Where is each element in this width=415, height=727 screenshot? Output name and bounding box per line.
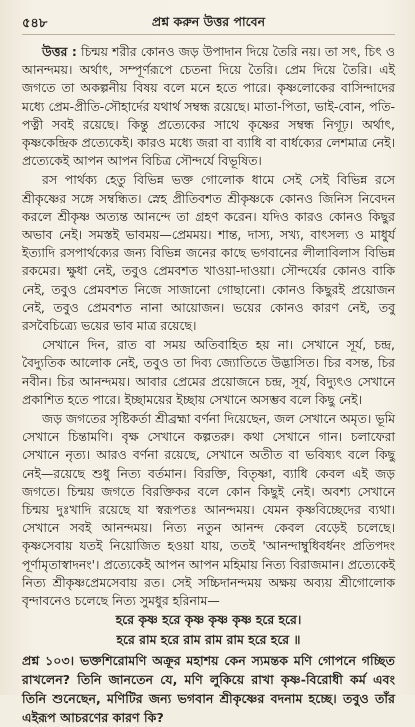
answer-paragraph-4: জড় জগতের সৃষ্টিকর্তা শ্রীব্রহ্মা বর্ণনা দিয়েছেন, জল সেখানে অমৃত। ভূমি সেখানে চিন্তামণি। বৃক্ষ সেখানে কল্পতরু। কথা সেখানে গান। চলাফেরা সেখানে নৃত্য। আরও বর্ণনা রয়েছে, সেখানে অতীত বা ভবিষ্যৎ বলে কিছু নেই—রয়েছে শুধু নিত্য বর্তমান। বিরক্তি, বিতৃষ্ণা, ব্যাধি কেবল এই জড় জগতে। চিন্ময় জগতে বিরক্তিকর বলে কোন কিছুই নেই। অবশ্য সেখানে চিন্ময় দুঃখাদি রয়েছে যা স্বরূপতঃ আনন্দময়। যেমন কৃষ্ণবিচ্ছেদের ব্যথা। সেখানে সবই আনন্দময়। নিত্য নতুন আনন্দ কেবল বেড়েই চলেছে। কৃষ্ণসেবায় যতই নিয়োজিত হওয়া যায়, ততই 'আনন্দাম্বুধিবর্ধনং প্রতিপদং পূর্ণামৃতাস্বাদনং'। প্রত্যেকেই আপন আপন মহিমায় নিত্য বিরাজমান। প্রত্যেকেই নিত্য শ্রীকৃষ্ণপ্রেমসেবায় রত। সেই সচ্চিদানন্দময় অক্ষয় অব্যয় শ্রীগোলোক বৃন্দাবনেও চলেছে নিত্য সুমধুর হরিনাম—: [22, 411, 395, 609]
answer-section: [22, 43, 395, 610]
answer-paragraph-3: সেখানে দিন, রাত বা সময় অতিবাহিত হয় না। সেখানে সূর্য, চন্দ্র, বৈদ্যুতিক আলোক নেই, তবুও তা দিব্য জ্যোতিতে উদ্ভাসিত। চির বসন্ত, চির নবীন। চির আনন্দময়। আবার প্রেমের প্রয়োজনে চন্দ্র, সূর্য, বিদ্যুৎও সেখানে প্রকাশিত হতে পারে। ইচ্ছাময়ের ইচ্ছায় সেখানে অসম্ভব বলে কিছু নেই।: [22, 337, 395, 407]
question-label: প্রশ্ন ১০৩।: [22, 652, 75, 668]
answer-paragraph-2: রস পার্থক্য হেতু বিভিন্ন ভক্ত গোলোক ধামে সেই সেই বিভিন্ন রসে শ্রীকৃষ্ণের সঙ্গে সম্বন্ধিত। স্নেহ প্রীতিবশত শ্রীকৃষ্ণকে কোনও জিনিস নিবেদন করলে শ্রীকৃষ্ণ অত্যন্ত আনন্দে তা গ্রহণ করেন। যদিও কারও কোনও কিছুর অভাব নেই। সমস্তই ভাবময়—প্রেমময়। শান্ত, দাস্য, সখ্য, বাৎসল্য ও মাধুর্য ইত্যাদি রসপার্থক্যের জন্য বিভিন্ন জনের কাছে ভগবানের লীলাবিলাস বিভিন্ন রকমের। ক্ষুধা নেই, তবুও প্রেমবশত খাওয়া-দাওয়া। সৌন্দর্যের কোনও বাকি নেই, তবুও প্রেমবশত নিজে সাজানো গোছানো। কোনও কিছুরই প্রয়োজন নেই, তবুও প্রেমবশত নানা আয়োজন। ভয়ের কোনও কারণ নেই, তবু রসবৈচিত্র্যে ভয়ের ভাব মাত্র রয়েছে।: [22, 172, 395, 334]
mantra-line-2: হরে রাম হরে রাম রাম রাম হরে হরে ॥: [116, 631, 301, 647]
question-text: ভক্তশিরোমণি অক্রূর মহাশয় কেন স্যমন্তক মণি গোপনে গচ্ছিত রাখলেন? তিনি জানতেন যে, মণি লুকিয়ে রাখা কৃষ্ণ-বিরোধী কর্ম এবং তিনি শুনেছেন, মণিটির জন্য ভগবান শ্রীকৃষ্ণের বদনাম হচ্ছে। তবুও তাঁর এইরূপ আচরণের কারণ কি?: [22, 652, 395, 725]
answer-paragraph-1: [22, 43, 395, 170]
answer-paragraph-1-text: চিন্ময় শরীর কোনও জড় উপাদান দিয়ে তৈরি নয়। তা সৎ, চিৎ ও আনন্দময়। অর্থাৎ, সম্পূর্ণরূপে চেতনা দিয়ে তৈরি। প্রেম দিয়ে তৈরি। এই জগতে তা অকল্পনীয় বিষয় বলে মনে হতে পারে। কৃষ্ণলোকের বাসিন্দাদের মধ্যে প্রেম-প্রীতি-সৌহার্দের যথার্থ সম্বন্ধ রয়েছে। মাতা-পিতা, ভাই-বোন, পতি-পত্নী সবই রয়েছে। কিন্তু প্রত্যেকের সাথে কৃষ্ণের সম্বন্ধ নিগূঢ়। অর্থাৎ, কৃষ্ণকেন্দ্রিক প্রত্যেকেই। কারও মধ্যে জরা বা ব্যাধি বা বার্ধক্যের লেশমাত্র নেই। প্রত্যেকেই আপন আপন বিচিত্র সৌন্দর্যে বিভূষিত।: [22, 44, 395, 169]
page-header: [22, 12, 395, 35]
answer-label: উত্তর :: [42, 44, 77, 59]
question-section: [22, 651, 395, 727]
running-title: প্রশ্ন করুন উত্তর পাবেন: [151, 14, 266, 29]
mantra-line-1: হরে কৃষ্ণ হরে কৃষ্ণ কৃষ্ণ কৃষ্ণ হরে হরে।: [115, 612, 302, 628]
page-number: ৫৪৮: [22, 16, 48, 31]
mahamantra: [22, 611, 395, 648]
